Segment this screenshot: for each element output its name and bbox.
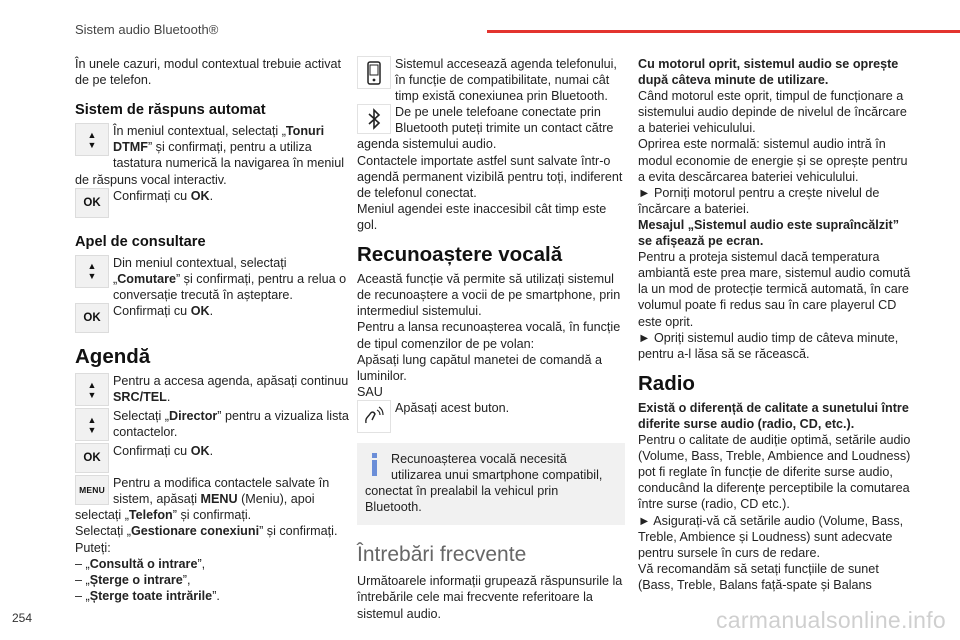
voice-button-step: Apăsați acest buton. xyxy=(357,400,625,435)
consult-call-step: ▲ ▼ Din meniul contextual, selectați „Comutare” și confirmați, pentru a relua o conversație trecută în așteptare. xyxy=(75,255,350,303)
faq-answer-text: Oprirea este normală: sistemul audio intră în modul economie de energie și se oprește pentru a evita descărcarea bateriei vehiculului. xyxy=(638,137,908,184)
menu-button-icon: MENU xyxy=(75,475,109,505)
column-middle xyxy=(357,56,625,622)
section-heading-voice: Recunoaștere vocală xyxy=(357,243,563,267)
auto-answer-step: ▲ ▼ În meniul contextual, selectați „Tonuri DTMF” și confirmați, pentru a utiliza tastatura numerică la navigarea în meniul de răspuns vocal interactiv. xyxy=(75,124,345,187)
phone-icon xyxy=(357,56,391,89)
faq-answer-text: Pentru a proteja sistemul dacă temperatura ambiantă este prea mare, sistemul audio comută la un mod de protecție termică automată, în care volumul poate fi redus sau în care playerul CD este oprit. xyxy=(638,250,911,329)
scroll-wheel-icon: ▲ ▼ xyxy=(75,123,109,156)
agenda-option: – „Șterge o intrare”, xyxy=(75,572,191,587)
section-heading-radio: Radio xyxy=(638,371,695,395)
imported-contacts-text: Contactele importate astfel sunt salvate într-o agendă permanent vizibilă pentru toți, indiferent de telefonul conectat. xyxy=(357,153,623,200)
faq-intro: Următoarele informații grupează răspunsurile la întrebările cele mai frecvente referitoare la sistemul audio. xyxy=(357,574,623,621)
column-left xyxy=(75,56,350,604)
faq-action: ► Asigurați-vă că setările audio (Volume, Bass, Treble, Ambience și Loudness) sunt adecvate pentru sursele în curs de redare. xyxy=(638,513,904,560)
agenda-step-open: ▲ ▼ Pentru a accesa agenda, apăsați continuu SRC/TEL. xyxy=(75,373,350,408)
ok-button-icon: OK xyxy=(75,188,109,218)
faq-answer-text: Când motorul este oprit, timpul de funcționare a sistemului audio depinde de nivelul de încărcare a bateriei vehiculului. xyxy=(638,89,907,136)
scroll-wheel-icon: ▲ ▼ xyxy=(75,408,109,441)
section-heading-consult-call: Apel de consultare xyxy=(75,233,206,250)
auto-answer-confirm: OK Confirmați cu OK. xyxy=(75,188,350,220)
section-heading-agenda: Agendă xyxy=(75,345,151,369)
faq-question-sound-quality: Există o diferență de calitate a sunetului între diferite surse audio (radio, CD, etc.). xyxy=(638,400,909,431)
voice-command-icon xyxy=(357,400,391,433)
faq-action: ► Opriți sistemul audio timp de câteva minute, pentru a-l lăsa să se răcească. xyxy=(638,330,899,361)
faq-question-overheat: Mesajul „Sistemul audio este supraîncălzit” se afișează pe ecran. xyxy=(638,217,900,249)
watermark: carmanualsonline.info xyxy=(715,607,946,633)
consult-call-confirm: OK Confirmați cu OK. xyxy=(75,303,350,335)
scroll-wheel-icon: ▲ ▼ xyxy=(75,255,109,288)
faq-question-engine-off: Cu motorul oprit, sistemul audio se oprește după câteva minute de utilizare. xyxy=(638,57,899,88)
phone-agenda-note: Sistemul accesează agenda telefonului, în funcție de compatibilitate, numai cât timp există conexiunea prin Bluetooth. xyxy=(357,56,625,104)
agenda-step-menu: MENU Pentru a modifica contactele salvate în sistem, apăsați MENU (Meniu), apoi selectați „Telefon” și confirmați. xyxy=(75,476,330,523)
agenda-option: – „Șterge toate intrările”. xyxy=(75,588,220,603)
header-title: Sistem audio Bluetooth® xyxy=(75,22,219,37)
ok-button-icon: OK xyxy=(75,303,109,333)
bluetooth-contact-note: De pe unele telefoane conectate prin Bluetooth puteți trimite un contact către agenda sistemului audio. xyxy=(357,105,614,152)
voice-intro: Această funcție vă permite să utilizați sistemul de recunoaștere a vocii de pe smartphone, prin intermediul sistemului. xyxy=(357,272,621,319)
info-box: Recunoașterea vocală necesită utilizarea unui smartphone compatibil, conectat în prealabil la vehicul prin Bluetooth. xyxy=(357,443,625,525)
voice-lever: Apăsați lung capătul manetei de comandă a luminilor. xyxy=(357,352,603,383)
intro-text: În unele cazuri, modul contextual trebuie activat de pe telefon. xyxy=(75,57,342,88)
scroll-wheel-icon: ▲ ▼ xyxy=(75,373,109,406)
section-heading-auto-answer: Sistem de răspuns automat xyxy=(75,102,266,119)
header-accent-bar xyxy=(487,30,960,33)
faq-action: ► Porniți motorul pentru a crește nivelul de încărcare a bateriei. xyxy=(638,185,880,216)
bluetooth-icon xyxy=(357,104,391,134)
agenda-step-directory: ▲ ▼ Selectați „Director” pentru a vizualiza lista contactelor. xyxy=(75,408,350,443)
faq-answer-text: Pentru o calitate de audiție optimă, setările audio (Volume, Bass, Treble, Ambience and Loudness) pot fi reglate în funcție de diferite surse audio, conducând la diferențe perceptibile la comutarea între surse (radio, CD etc.). xyxy=(638,433,911,512)
voice-launch: Pentru a lansa recunoașterea vocală, în funcție de tipul comenzilor de pe volan: xyxy=(357,320,621,351)
voice-or: SAU xyxy=(357,384,383,399)
agenda-empty-text: Meniul agendei este inaccesibil cât timp este gol. xyxy=(357,201,607,232)
agenda-confirm: OK Confirmați cu OK. xyxy=(75,443,350,475)
column-right xyxy=(638,56,913,593)
agenda-step-manage: Selectați „Gestionare conexiuni” și confirmați. xyxy=(75,524,338,539)
ok-button-icon: OK xyxy=(75,443,109,473)
agenda-option: – „Consultă o intrare”, xyxy=(75,556,206,571)
section-heading-faq: Întrebări frecvente xyxy=(357,543,527,567)
info-icon xyxy=(369,453,379,477)
page-number: 254 xyxy=(12,611,33,625)
agenda-can-label: Puteți: xyxy=(75,540,111,555)
faq-answer-text: Vă recomandăm să setați funcțiile de sunet (Bass, Treble, Balans față-spate și Balans xyxy=(638,561,879,592)
